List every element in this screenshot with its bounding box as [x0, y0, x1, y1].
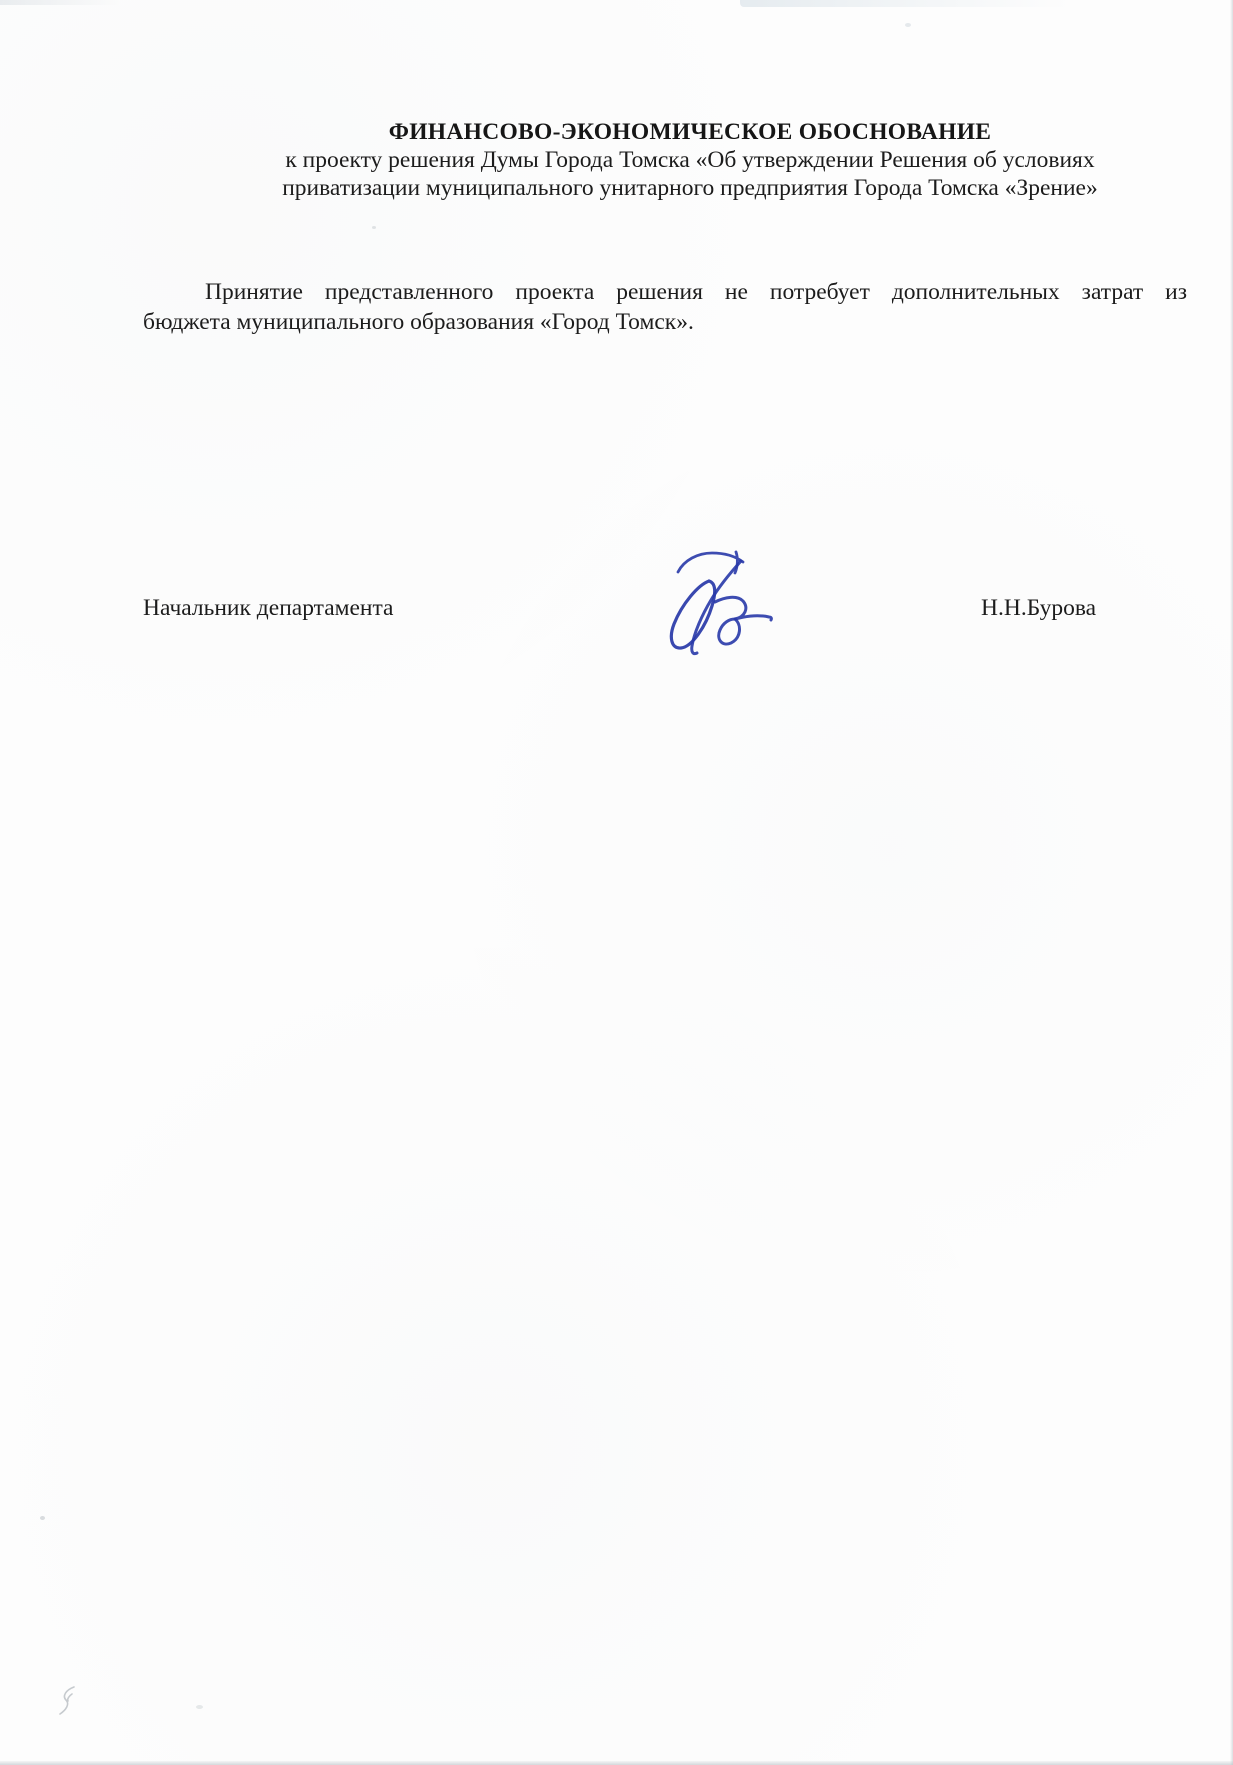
- document-title: ФИНАНСОВО-ЭКОНОМИЧЕСКОЕ ОБОСНОВАНИЕ: [388, 119, 992, 145]
- signature-stroke-lower-loop: [719, 619, 740, 644]
- scan-smudge-top-right: [740, 0, 1070, 7]
- scan-speck: [40, 1516, 45, 1520]
- document-subtitle-line-1: к проекту решения Думы Города Томска «Об утверждении Решения об условиях: [285, 147, 1095, 173]
- body-paragraph: [143, 278, 1187, 337]
- signature-stroke-tail: [715, 597, 771, 620]
- signer-position-label: Начальник департамента: [143, 595, 394, 621]
- body-paragraph-line-1: Принятие представленного проекта решения не потребует дополнительных затрат из: [205, 279, 1187, 305]
- scan-edge-bottom: [0, 1761, 1233, 1765]
- scan-speck: [905, 23, 911, 27]
- document-heading: [169, 117, 1211, 202]
- pencil-mark: [52, 1684, 88, 1718]
- document-subtitle-line-2: приватизации муниципального унитарного предприятия Города Томска «Зрение»: [282, 174, 1098, 201]
- signer-name: Н.Н.Бурова: [981, 595, 1097, 621]
- body-paragraph-line-2: бюджета муниципального образования «Город Томск».: [143, 308, 694, 335]
- scan-smudge-top-left: [0, 0, 120, 5]
- scan-speck: [196, 1705, 203, 1709]
- scan-speck: [372, 226, 376, 229]
- signature-ink: [652, 548, 776, 660]
